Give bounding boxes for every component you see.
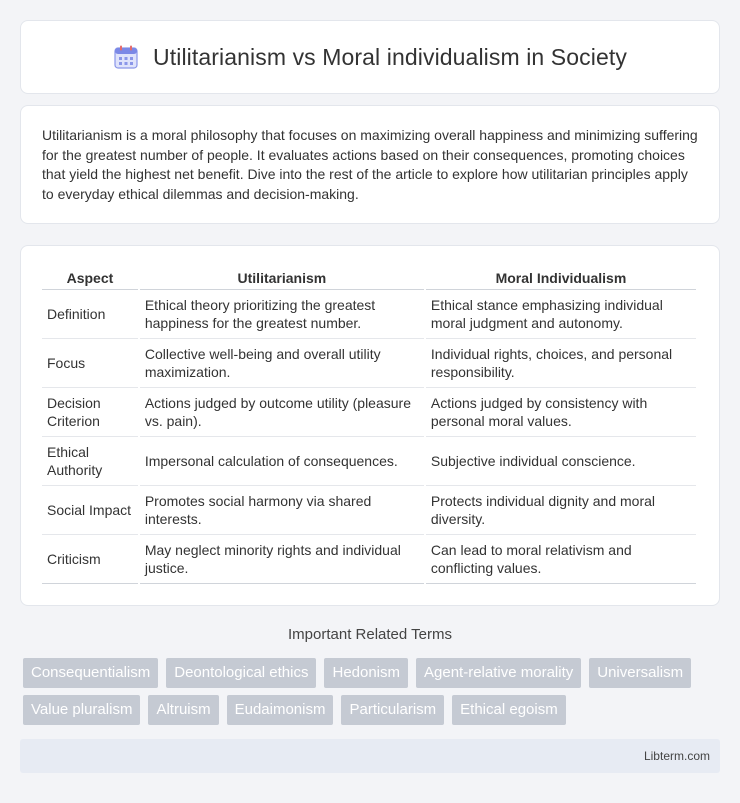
related-term-tag[interactable]: Universalism (589, 658, 691, 688)
moral-individualism-cell: Individual rights, choices, and personal responsibility. (426, 339, 696, 388)
intro-text: Utilitarianism is a moral philosophy that focuses on maximizing overall happiness and minimizing suffering for the greatest number of people. It evaluates actions based on their consequences, promoting choices that yield the highest net benefit. Dive into the rest of the article to explore how utilitarian principles apply to everyday ethical dilemmas and decision-making. (42, 127, 698, 202)
footer (20, 739, 720, 773)
header-moral-individualism: Moral Individualism (426, 266, 696, 290)
header-utilitarianism: Utilitarianism (140, 266, 424, 290)
aspect-cell: Definition (42, 290, 138, 339)
related-term-tag[interactable]: Deontological ethics (166, 658, 316, 688)
footer-brand-link[interactable]: Libterm.com (643, 749, 710, 763)
table-row (42, 535, 696, 584)
related-terms-list (23, 658, 723, 725)
utilitarianism-cell: Promotes social harmony via shared interests. (140, 486, 424, 535)
related-term-tag[interactable]: Altruism (148, 695, 218, 725)
table-header-row (42, 266, 696, 290)
comparison-card (20, 245, 720, 606)
related-term-tag[interactable]: Hedonism (324, 658, 408, 688)
aspect-cell: Focus (42, 339, 138, 388)
related-term-tag[interactable]: Particularism (341, 695, 444, 725)
comparison-table (40, 266, 698, 584)
moral-individualism-cell: Subjective individual conscience. (426, 437, 696, 486)
intro-card (20, 105, 720, 224)
aspect-cell: Social Impact (42, 486, 138, 535)
related-term-tag[interactable]: Consequentialism (23, 658, 158, 688)
related-terms-title: Important Related Terms (288, 626, 452, 643)
table-row (42, 486, 696, 535)
utilitarianism-cell: Collective well-being and overall utility maximization. (140, 339, 424, 388)
related-term-tag[interactable]: Ethical egoism (452, 695, 566, 725)
utilitarianism-cell: Impersonal calculation of consequences. (140, 437, 424, 486)
moral-individualism-cell: Actions judged by consistency with personal moral values. (426, 388, 696, 437)
calendar-icon (113, 44, 139, 70)
table-row (42, 290, 696, 339)
table-row (42, 388, 696, 437)
table-row (42, 437, 696, 486)
utilitarianism-cell: Actions judged by outcome utility (pleasure vs. pain). (140, 388, 424, 437)
aspect-cell: Decision Criterion (42, 388, 138, 437)
aspect-cell: Ethical Authority (42, 437, 138, 486)
moral-individualism-cell: Ethical stance emphasizing individual moral judgment and autonomy. (426, 290, 696, 339)
related-term-tag[interactable]: Eudaimonism (227, 695, 334, 725)
moral-individualism-cell: Can lead to moral relativism and conflicting values. (426, 535, 696, 584)
related-term-tag[interactable]: Agent-relative morality (416, 658, 581, 688)
utilitarianism-cell: Ethical theory prioritizing the greatest happiness for the greatest number. (140, 290, 424, 339)
utilitarianism-cell: May neglect minority rights and individual justice. (140, 535, 424, 584)
aspect-cell: Criticism (42, 535, 138, 584)
moral-individualism-cell: Protects individual dignity and moral diversity. (426, 486, 696, 535)
table-row (42, 339, 696, 388)
page-title: Utilitarianism vs Moral individualism in Society (153, 43, 627, 70)
related-term-tag[interactable]: Value pluralism (23, 695, 140, 725)
header-card (20, 20, 720, 94)
header-aspect: Aspect (42, 266, 138, 290)
